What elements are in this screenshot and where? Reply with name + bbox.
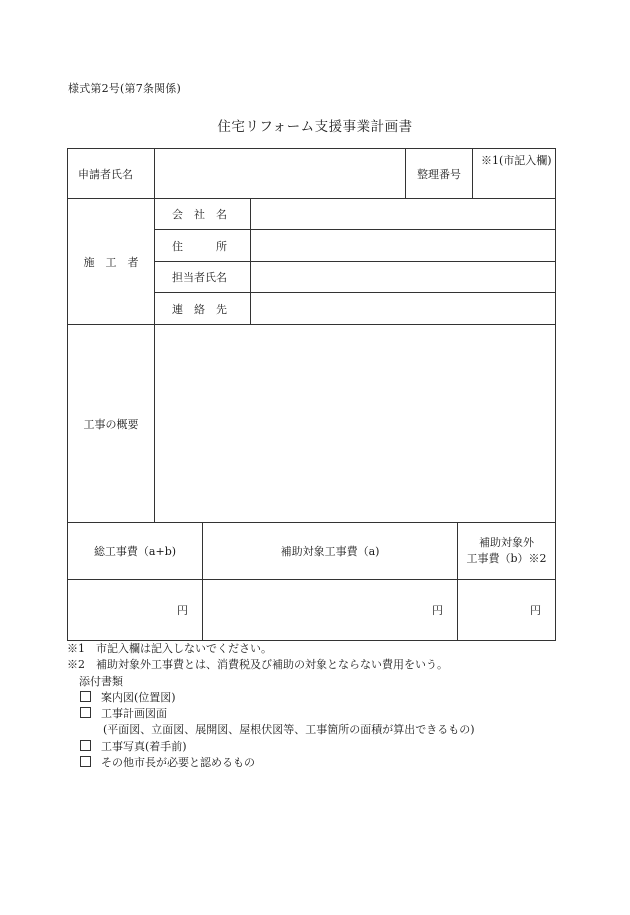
excluded-cost-field[interactable] (458, 580, 556, 641)
contact-person-field[interactable] (251, 262, 556, 293)
contact-info-field[interactable] (251, 293, 556, 325)
attachment-item (67, 755, 475, 771)
document-title: 住宅リフォーム支援事業計画書 (217, 119, 413, 135)
company-name-label: 会 社 名 (155, 199, 251, 230)
attachment-sub-note: (平面図、立面図、展開図、屋根伏図等、工事箇所の面積が算出できるもの) (103, 723, 475, 737)
reference-number-field[interactable] (473, 149, 556, 199)
company-name-field[interactable] (251, 199, 556, 230)
attachment-item (67, 706, 475, 722)
cost-value-row (68, 580, 556, 641)
total-cost-field[interactable] (68, 580, 203, 641)
work-overview-field[interactable] (155, 325, 556, 523)
overview-row (68, 325, 556, 523)
attachment-item (67, 739, 475, 755)
city-use-note: ※1(市記入欄) (481, 154, 552, 167)
yen-unit: 円 (432, 604, 444, 617)
attachment-label: その他市長が必要と認めるもの (101, 756, 255, 770)
note-2: ※2 補助対象外工事費とは、消費税及び補助の対象とならない費用をいう。 (67, 658, 448, 672)
yen-unit: 円 (530, 604, 542, 617)
work-overview-label: 工事の概要 (68, 325, 155, 523)
reference-number-label: 整理番号 (406, 149, 473, 199)
attachment-label: 案内図(位置図) (101, 690, 176, 704)
checkbox-icon[interactable] (80, 756, 91, 767)
applicant-name-label: 申請者氏名 (68, 149, 155, 199)
subsidized-cost-label: 補助対象工事費（a) (203, 523, 458, 580)
excluded-cost-label (458, 523, 556, 580)
cost-header-row (68, 523, 556, 580)
application-form-table (67, 148, 556, 641)
note-1: ※1 市記入欄は記入しないでください。 (67, 642, 272, 655)
attachment-item (67, 690, 475, 706)
total-cost-label: 総工事費（a+b) (68, 523, 203, 580)
excluded-cost-label-line2: 工事費（b）※2 (466, 552, 547, 565)
checkbox-icon[interactable] (80, 691, 91, 702)
form-number-label: 様式第2号(第7条関係) (68, 82, 181, 95)
contractor-row-company (68, 199, 556, 230)
subsidized-cost-field[interactable] (203, 580, 458, 641)
yen-unit: 円 (177, 604, 188, 617)
contact-person-label: 担当者氏名 (155, 262, 251, 293)
contractor-label: 施 工 者 (68, 199, 155, 325)
checkbox-icon[interactable] (80, 707, 91, 718)
applicant-row (68, 149, 556, 199)
attachments-heading: 添付書類 (79, 674, 123, 688)
attachment-label: 工事計画図面 (101, 707, 167, 721)
address-label: 住 所 (155, 230, 251, 262)
contact-info-label: 連 絡 先 (155, 293, 251, 325)
checkbox-icon[interactable] (80, 740, 91, 751)
excluded-cost-label-line1: 補助対象外 (479, 536, 535, 549)
notes-section (67, 641, 475, 771)
attachment-label: 工事写真(着手前) (101, 739, 187, 753)
applicant-name-field[interactable] (155, 149, 406, 199)
address-field[interactable] (251, 230, 556, 262)
